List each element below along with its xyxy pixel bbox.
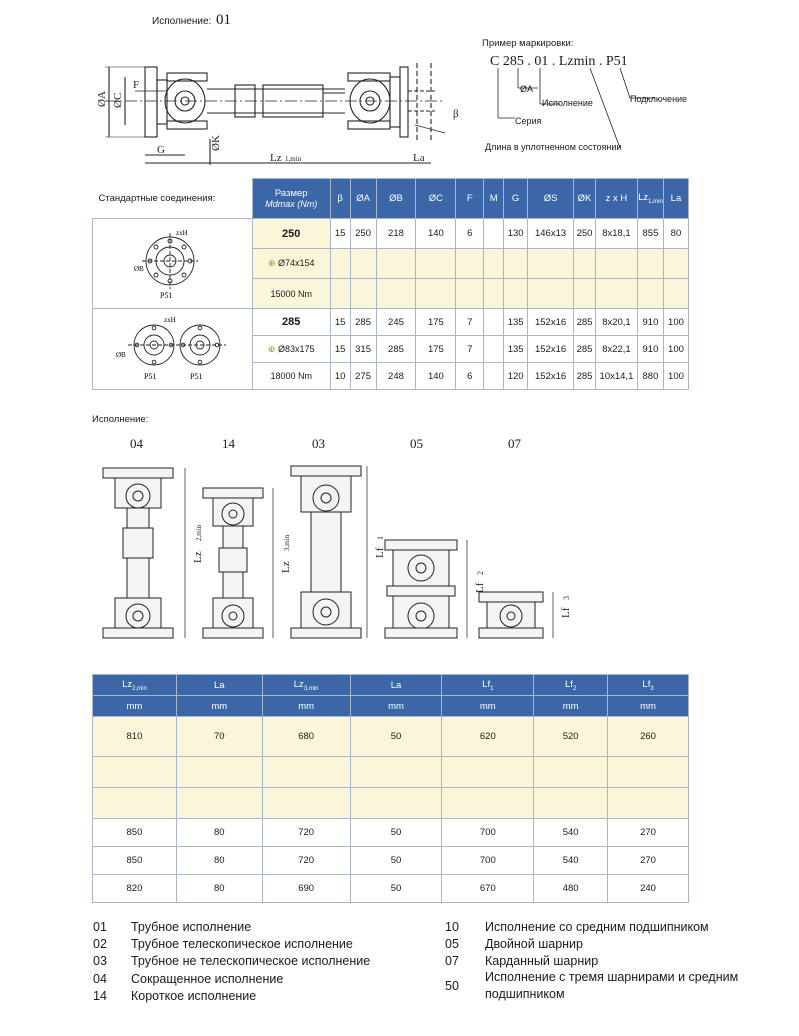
- table-cell: 135: [504, 336, 528, 363]
- col-header: z x H: [595, 179, 637, 219]
- table-cell: [93, 757, 177, 788]
- table-cell: 6: [456, 363, 484, 390]
- dim-K: ØK: [210, 135, 222, 151]
- execution-drawings: [95, 458, 595, 663]
- table-cell: 218: [376, 219, 416, 249]
- t2-unit: mm: [534, 696, 608, 717]
- legend-item: 05 Двойной шарнир: [445, 937, 583, 951]
- table-cell: [484, 336, 504, 363]
- table-cell: [484, 309, 504, 336]
- table-cell: 285: [574, 336, 596, 363]
- table-cell: 50: [350, 875, 442, 903]
- col-header: ØA: [350, 179, 376, 219]
- table-cell: [442, 788, 534, 819]
- table-cell: 15: [330, 309, 350, 336]
- size-header: Размер Mdmax (Nm): [252, 179, 330, 219]
- t2-header: La: [350, 675, 442, 696]
- table-cell: 540: [534, 819, 608, 847]
- table-cell: [608, 757, 689, 788]
- t2-unit: mm: [176, 696, 262, 717]
- legend-item: 07 Карданный шарнир: [445, 954, 599, 968]
- exec-num-05: 05: [410, 436, 423, 451]
- bolt-icon: ⊕: [267, 343, 276, 354]
- table-cell: 152x16: [528, 309, 574, 336]
- dim-lz3: Lz: [280, 561, 292, 573]
- table-cell: 850: [93, 847, 177, 875]
- group2-bolt: ⊕ Ø83x175: [252, 336, 330, 363]
- table-cell: 15: [330, 336, 350, 363]
- table-cell: 100: [663, 363, 688, 390]
- table-cell: 250: [350, 219, 376, 249]
- table-cell: 15: [330, 219, 350, 249]
- dim-F: F: [133, 79, 140, 91]
- dim-lf3: Lf: [560, 607, 572, 618]
- table-cell: [262, 788, 350, 819]
- table-cell: 285: [376, 336, 416, 363]
- table-cell: 720: [262, 819, 350, 847]
- table-cell: 260: [608, 717, 689, 757]
- col-header: G: [504, 179, 528, 219]
- table-cell: 285: [574, 363, 596, 390]
- dim-lf2-sub: 2: [476, 571, 485, 575]
- legend-item: 10 Исполнение со средним подшипником: [445, 920, 709, 934]
- t2-unit: mm: [442, 696, 534, 717]
- table-cell: 910: [637, 336, 663, 363]
- dim-G: G: [157, 144, 165, 156]
- table-cell: 910: [637, 309, 663, 336]
- table-cell: [534, 788, 608, 819]
- group2-size: 285: [252, 309, 330, 336]
- col-header: ØK: [574, 179, 596, 219]
- table-cell: 700: [442, 819, 534, 847]
- legend-item: 01 Трубное исполнение: [93, 920, 252, 934]
- col-header: F: [456, 179, 484, 219]
- col-header: M: [484, 179, 504, 219]
- dim-La: La: [413, 152, 425, 164]
- dim-lf2: Lf: [474, 582, 486, 593]
- table-cell: 100: [663, 336, 688, 363]
- legend-item: 14 Короткое исполнение: [93, 989, 257, 1003]
- table-cell: [534, 757, 608, 788]
- shaft-drawing: [95, 55, 459, 170]
- t2-unit: mm: [262, 696, 350, 717]
- t2-unit: mm: [608, 696, 689, 717]
- t2-header: $Lf_1$: [442, 675, 534, 696]
- table-cell: 7: [456, 309, 484, 336]
- table-cell: 8x20,1: [595, 309, 637, 336]
- table-cell: 880: [637, 363, 663, 390]
- dim-lf1: Lf: [374, 547, 386, 558]
- t2-header: $Lz_{3,min}$: [262, 675, 350, 696]
- table-cell: [350, 788, 442, 819]
- exec-num-14: 14: [222, 436, 235, 451]
- table-cell: 80: [663, 219, 688, 249]
- table-cell: 146x13: [528, 219, 574, 249]
- table-cell: 248: [376, 363, 416, 390]
- marking-label-conn: Подключение: [630, 94, 688, 104]
- table-cell: 8x18,1: [595, 219, 637, 249]
- table-cell: 130: [504, 219, 528, 249]
- bolt-icon: ⊕: [267, 258, 276, 268]
- table-cell: 120: [504, 363, 528, 390]
- table-cell: 270: [608, 819, 689, 847]
- pic1-zxh: zxH: [176, 229, 189, 237]
- marking-label-phiA: ØA: [520, 84, 534, 94]
- table-cell: [350, 757, 442, 788]
- table-cell: 6: [456, 219, 484, 249]
- col-header: La: [663, 179, 688, 219]
- table-cell: 10x14,1: [595, 363, 637, 390]
- t2-header: La: [176, 675, 262, 696]
- table-cell: 285: [350, 309, 376, 336]
- dim-lz3-sub: 3,min: [283, 534, 291, 551]
- table-cell: 70: [176, 717, 262, 757]
- table-cell: 540: [534, 847, 608, 875]
- dim-lz2: Lz: [192, 551, 204, 563]
- table-cell: [442, 757, 534, 788]
- dim-lf3-sub: 3: [562, 596, 571, 600]
- table-cell: 175: [416, 309, 456, 336]
- table-cell: 7: [456, 336, 484, 363]
- table-cell: 140: [416, 219, 456, 249]
- col-header: ØC: [416, 179, 456, 219]
- table-cell: 80: [176, 875, 262, 903]
- table-cell: 270: [608, 847, 689, 875]
- table-cell: 855: [637, 219, 663, 249]
- table-cell: [484, 219, 504, 249]
- table-cell: 50: [350, 847, 442, 875]
- table-cell: 700: [442, 847, 534, 875]
- t2-header: $Lf_2$: [534, 675, 608, 696]
- t2-header: $Lz_{2,min}$: [93, 675, 177, 696]
- table-cell: 520: [534, 717, 608, 757]
- table-cell: 820: [93, 875, 177, 903]
- flange-pair-p51-icon: [112, 313, 232, 383]
- legend-item: 02 Трубное телескопическое исполнение: [93, 937, 353, 951]
- table-cell: [484, 363, 504, 390]
- pic2-p51a: P51: [144, 371, 157, 381]
- col-header: ØB: [376, 179, 416, 219]
- exec-num-04: 04: [130, 436, 143, 451]
- marking-title: Пример маркировки:: [482, 38, 574, 49]
- table-cell: 80: [176, 847, 262, 875]
- exec-section-label: Исполнение:: [92, 414, 149, 425]
- dim-beta: β: [453, 108, 459, 120]
- table-cell: 240: [608, 875, 689, 903]
- t2-unit: mm: [93, 696, 177, 717]
- dim-lz2-sub: 2,min: [195, 524, 203, 541]
- table-cell: 250: [574, 219, 596, 249]
- col-header-lz: $Lz_{1,min}$: [637, 179, 663, 219]
- exec-num-03: 03: [312, 436, 325, 451]
- dim-C: ØC: [112, 92, 124, 108]
- pic2-p51b: P51: [190, 371, 203, 381]
- top-exec-label: Исполнение:: [152, 16, 212, 27]
- legend-item-text2: подшипником: [485, 987, 565, 1001]
- exec-num-07: 07: [508, 436, 521, 451]
- t2-unit: mm: [350, 696, 442, 717]
- col-header: ØS: [528, 179, 574, 219]
- group2-torque: 18000 Nm: [252, 363, 330, 390]
- group1-picture: [93, 219, 253, 309]
- col-header: β: [330, 179, 350, 219]
- table-cell: 50: [350, 717, 442, 757]
- table-cell: 480: [534, 875, 608, 903]
- table-cell: 100: [663, 309, 688, 336]
- group1-torque: 15000 Nm: [252, 279, 330, 309]
- table-cell: 152x16: [528, 363, 574, 390]
- table-cell: 850: [93, 819, 177, 847]
- table-cell: 175: [416, 336, 456, 363]
- legend-item: 04 Сокращенное исполнение: [93, 972, 284, 986]
- marking-code: C 285 . 01 . Lzmin . P51: [490, 54, 628, 69]
- table-cell: 245: [376, 309, 416, 336]
- table-cell: 10: [330, 363, 350, 390]
- group1-bolt: ⊕ Ø74x154: [252, 249, 330, 279]
- std-label: Стандартные соединения:: [93, 179, 253, 219]
- top-exec-number: 01: [216, 12, 231, 28]
- table-cell: 670: [442, 875, 534, 903]
- group2-picture: [93, 309, 253, 390]
- execution-dimensions-table: [92, 674, 689, 903]
- table-cell: 152x16: [528, 336, 574, 363]
- pic2-zxh: zxH: [164, 315, 177, 324]
- pic2-b: ØB: [116, 350, 127, 359]
- table-cell: [262, 757, 350, 788]
- table-cell: 8x22,1: [595, 336, 637, 363]
- table-cell: [608, 788, 689, 819]
- legend-item: 03 Трубное не телескопическое исполнение: [93, 954, 371, 968]
- table-cell: 680: [262, 717, 350, 757]
- table-cell: 720: [262, 847, 350, 875]
- legend-item-code: 50: [445, 979, 459, 993]
- table-cell: 620: [442, 717, 534, 757]
- table-cell: [176, 788, 262, 819]
- marking-label-length: Длина в уплотненном состоянии: [485, 142, 622, 152]
- table-cell: 80: [176, 819, 262, 847]
- legend-item-text: Исполнение с тремя шарнирами и средним: [485, 970, 739, 984]
- table-cell: 140: [416, 363, 456, 390]
- table-cell: [176, 757, 262, 788]
- table-cell: [93, 788, 177, 819]
- table-cell: 275: [350, 363, 376, 390]
- table-cell: 135: [504, 309, 528, 336]
- table-cell: 690: [262, 875, 350, 903]
- t2-header: $Lf_3$: [608, 675, 689, 696]
- standard-connections-table: [92, 178, 689, 390]
- pic1-b: ØB: [134, 265, 145, 273]
- dim-A: ØA: [96, 91, 108, 107]
- marking-label-exec: Исполнение: [542, 98, 593, 108]
- group1-size: 250: [252, 219, 330, 249]
- dim-Lz: Lz: [270, 152, 282, 164]
- table-cell: 810: [93, 717, 177, 757]
- table-cell: 50: [350, 819, 442, 847]
- flange-p51-icon: [132, 223, 212, 301]
- table-cell: 285: [574, 309, 596, 336]
- dim-lf1-sub: 1: [376, 536, 385, 540]
- table-cell: 315: [350, 336, 376, 363]
- dim-Lz-sub: 1,min: [285, 155, 302, 163]
- marking-label-series: Серия: [515, 116, 542, 126]
- pic1-p51: P51: [160, 291, 173, 300]
